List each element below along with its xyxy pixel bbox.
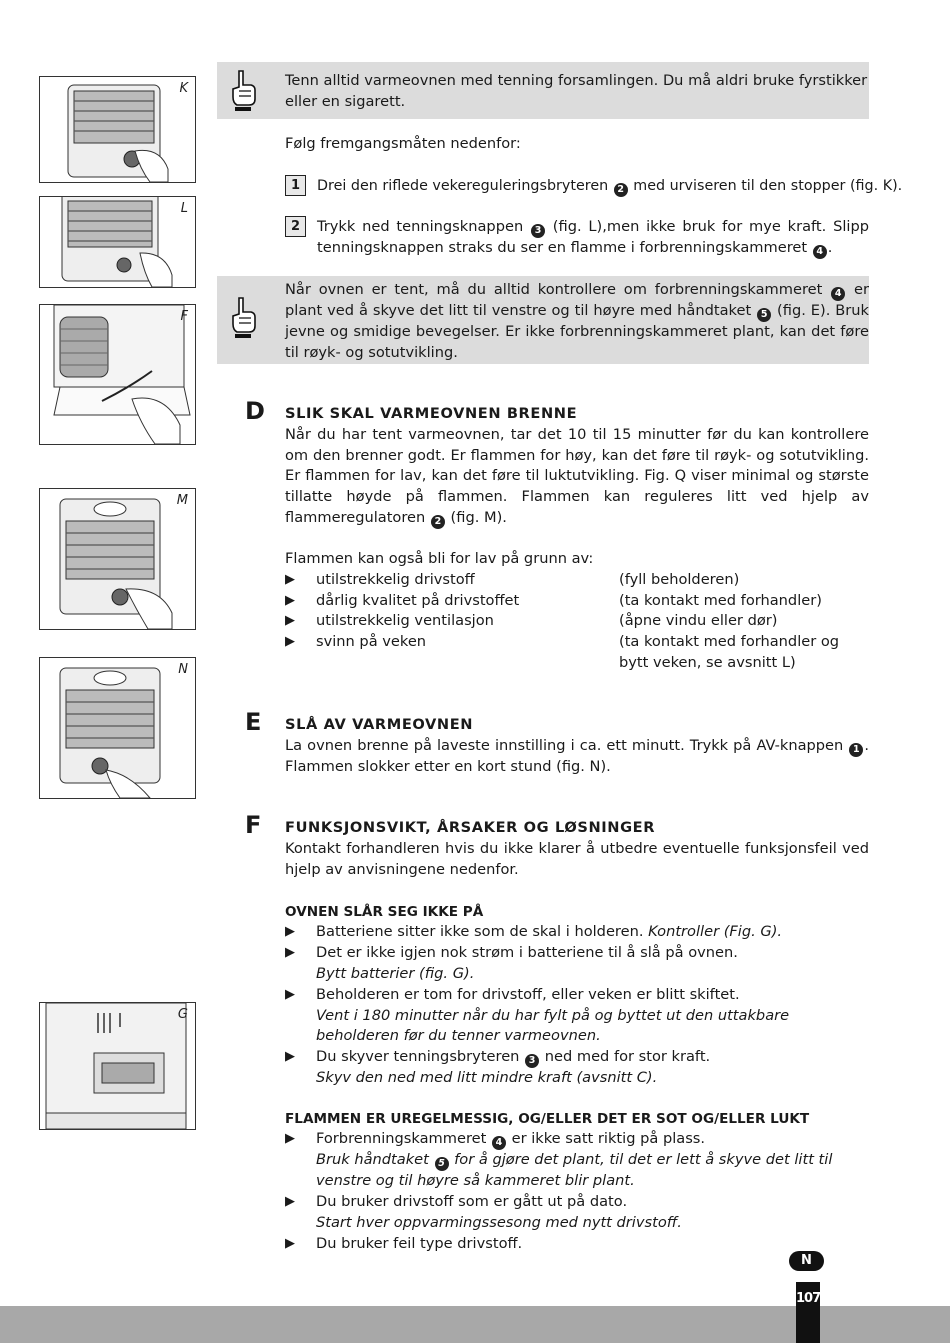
callout-2: 2 [431,515,445,529]
bullet-arrow-icon: ▶ [285,1194,295,1209]
cause-fix: (ta kontakt med forhandler) [619,592,822,609]
intro-text: Følg fremgangsmåten nedenfor: [285,135,521,152]
step-text: Drei den riflede vekereguleringsbryteren 2 med urviseren til den stopper (fig. K). [317,178,903,195]
language-badge: N [789,1251,824,1271]
section-letter-f: F [245,811,262,839]
callout-3: 3 [531,224,545,238]
warning-note-1 [217,62,869,119]
section-f-paragraph: Kontakt forhandleren hvis du ikke klarer å utbedre eventuelle funksjonsfeil ved hjelp av anvisningene nedenfor. [285,840,869,878]
warning-note-2 [217,276,869,364]
bullet-arrow-icon: ▶ [285,945,295,960]
figure-label: L [180,201,188,216]
bullet-arrow-icon: ▶ [285,613,295,628]
figure-k [39,76,196,183]
bullet-arrow-icon: ▶ [285,634,295,649]
figure-m [39,488,196,630]
note-text: Når ovnen er tent, må du alltid kontrollere om forbrenningskammeret 4 er plant ved å skyve det litt til venstre og til høyre med håndtaket 5 (fig. E). Bruk jevne og smidige bevegelser. Er ikke forbrenningskammeret plant, kan det føre til røyk- og sotutvikling. [285,281,869,361]
pointing-hand-icon [225,296,261,340]
step-number: 1 [285,175,306,196]
figure-n [39,657,196,799]
step-1 [285,176,903,198]
bullet-arrow-icon: ▶ [285,987,295,1002]
bullet-arrow-icon: ▶ [285,1236,295,1251]
callout-5: 5 [435,1157,449,1171]
heater-illustration [40,197,195,287]
figure-l [39,196,196,288]
figure-f [39,304,196,445]
section-title-e: SLÅ AV VARMEOVNEN [285,716,474,733]
heater-illustration [40,305,195,444]
bullet-arrow-icon: ▶ [285,924,295,939]
section-d-paragraph: Når du har tent varmeovnen, tar det 10 til 15 minutter før du kan kontrollere om den brenner godt. Er flammen for høy, kan det føre til røyk- og sotutvikling. Er flammen for lav, kan det føre til luktutvikling. Fig. Q viser minimal og største tillatte høyde på flammen. Flammen kan reguleres litt ved hjelp av flammeregulatoren 2 (fig. M). [285,426,869,527]
step-2 [285,217,869,259]
subheading-irregular-flame: FLAMMEN ER UREGELMESSIG, OG/ELLER DET ER SOT OG/ELLER LUKT [285,1111,810,1127]
callout-4: 4 [492,1136,506,1150]
pointing-hand-icon [225,69,261,113]
cause-fix: (åpne vindu eller dør) [619,612,778,629]
callout-2: 2 [614,183,628,197]
bullet-arrow-icon: ▶ [285,1049,295,1064]
callout-3: 3 [525,1054,539,1068]
heater-illustration [40,1003,195,1129]
page-number: 107 [796,1282,820,1343]
bullet-arrow-icon: ▶ [285,1131,295,1146]
subheading-not-starting: OVNEN SLÅR SEG IKKE PÅ [285,904,484,920]
cause-fix: (ta kontakt med forhandler og bytt veken, se avsnitt L) [619,633,840,671]
cause-fix: (fyll beholderen) [619,571,740,588]
bullet-arrow-icon: ▶ [285,572,295,587]
figure-label: N [178,662,188,677]
section-title-f: FUNKSJONSVIKT, ÅRSAKER OG LØSNINGER [285,819,656,836]
callout-4: 4 [831,287,845,301]
callout-1: 1 [849,743,863,757]
section-letter-e: E [245,708,262,736]
figure-label: G [177,1007,188,1022]
figure-label: K [179,81,188,96]
step-text: Trykk ned tenningsknappen 3 (fig. L),men ikke bruk for mye kraft. Slipp tenningsknappen straks du ser en flamme i forbrenningskammeret 4 . [317,218,869,257]
heater-illustration [40,658,195,798]
heater-illustration [40,77,195,182]
heater-illustration [40,489,195,629]
figure-label: M [176,493,188,508]
step-number: 2 [285,216,306,237]
figure-label: F [180,309,188,324]
section-letter-d: D [245,397,265,425]
bullet-arrow-icon: ▶ [285,593,295,608]
note-text: Tenn alltid varmeovnen med tenning forsamlingen. Du må aldri bruke fyrstikker eller en sigarett. [285,72,868,110]
callout-5: 5 [757,308,771,322]
figure-g [39,1002,196,1130]
section-e-paragraph: La ovnen brenne på laveste innstilling i ca. ett minutt. Trykk på AV-knappen 1 . Flammen slokker etter en kort stund (fig. N). [285,737,869,775]
section-d-causes-intro: Flammen kan også bli for lav på grunn av: [285,550,594,567]
callout-4: 4 [813,245,827,259]
section-title-d: SLIK SKAL VARMEOVNEN BRENNE [285,405,578,422]
